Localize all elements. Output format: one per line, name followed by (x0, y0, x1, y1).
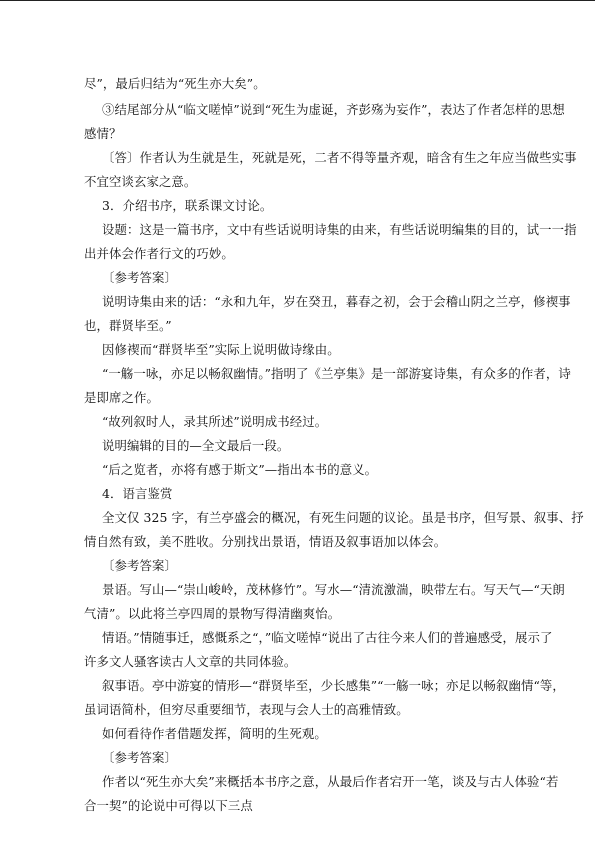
text-line: 出并体会作者行文的巧妙。 (84, 246, 234, 261)
text-line: 不宜空谈玄家之意。 (84, 174, 197, 189)
text-line: 〔答〕作者认为生就是生，死就是死，二者不得等量齐观，暗含有生之年应当做些实事 (102, 150, 577, 165)
text-line: 3．介绍书序，联系课文讨论。 (102, 198, 273, 213)
text-line: 感情？ (84, 126, 122, 141)
text-line: 如何看待作者借题发挥，简明的生死观。 (102, 726, 327, 741)
text-line: 叙事语。亭中游宴的情形—“群贤毕至，少长感集”“一觞一咏；亦足以畅叙幽情“等， (102, 678, 565, 693)
text-line: 尽”，最后归结为“死生亦大矣”。 (84, 76, 266, 91)
text-line: 虽词语简朴，但穷尽重要细节，表现与会人士的高雅情致。 (84, 702, 409, 717)
text-line: 是即席之作。 (84, 390, 159, 405)
text-line: 〔参考答案〕 (102, 270, 177, 285)
text-line: “故列叙时人，录其所述”说明成书经过。 (102, 414, 328, 429)
text-line: 说明编辑的目的—全文最后一段。 (102, 438, 290, 453)
text-line: 全文仅 325 字，有兰亭盛会的概况，有死生问题的议论。虽是书序，但写景、叙事、抒 (102, 510, 584, 525)
text-line: 设题：这是一篇书序，文中有些话说明诗集的由来，有些话说明编集的目的，试一一指 (102, 222, 577, 237)
text-line: ③结尾部分从“临文嗟悼”说到“死生为虚诞，齐彭殇为妄作”，表达了作者怎样的思想 (102, 102, 565, 117)
text-line: “一觞一咏，亦足以畅叙幽情。”指明了《兰亭集》是一部游宴诗集，有众多的作者，诗 (102, 366, 571, 381)
text-line: 气清”。以此将兰亭四周的景物写得清幽爽怡。 (84, 606, 341, 621)
text-line: 合一契”的论说中可得以下三点 (84, 798, 253, 813)
text-line: 〔参考答案〕 (102, 750, 177, 765)
text-line: 说明诗集由来的话：“永和九年，岁在癸丑，暮春之初，会于会稽山阴之兰亭，修禊事 (102, 294, 571, 309)
text-line: 情语。”情随事迁，感慨系之“，”临文嗟悼“说出了古往今来人们的普遍感受，展示了 (102, 630, 553, 645)
text-line: 景语。写山—“崇山峻岭，茂林修竹”。写水—“清流激湍，映带左右。写天气—“天朗 (102, 582, 565, 597)
text-line: 〔参考答案〕 (102, 558, 177, 573)
text-line: 许多文人骚客读古人文章的共同体验。 (84, 654, 297, 669)
text-line: 因修禊而“群贤毕至”实际上说明做诗缘由。 (102, 342, 340, 357)
section-heading: 4．语言鉴赏 (102, 486, 173, 501)
text-line: “后之览者，亦将有感于斯文”—指出本书的意义。 (102, 462, 378, 477)
text-line: 也，群贤毕至。” (84, 318, 172, 333)
text-line: 情自然有致，美不胜收。分别找出景语，情语及叙事语加以体会。 (84, 534, 447, 549)
text-line: 作者以“死生亦大矣”来概括本书序之意，从最后作者宕开一笔，谈及与古人体验“若 (102, 774, 559, 789)
